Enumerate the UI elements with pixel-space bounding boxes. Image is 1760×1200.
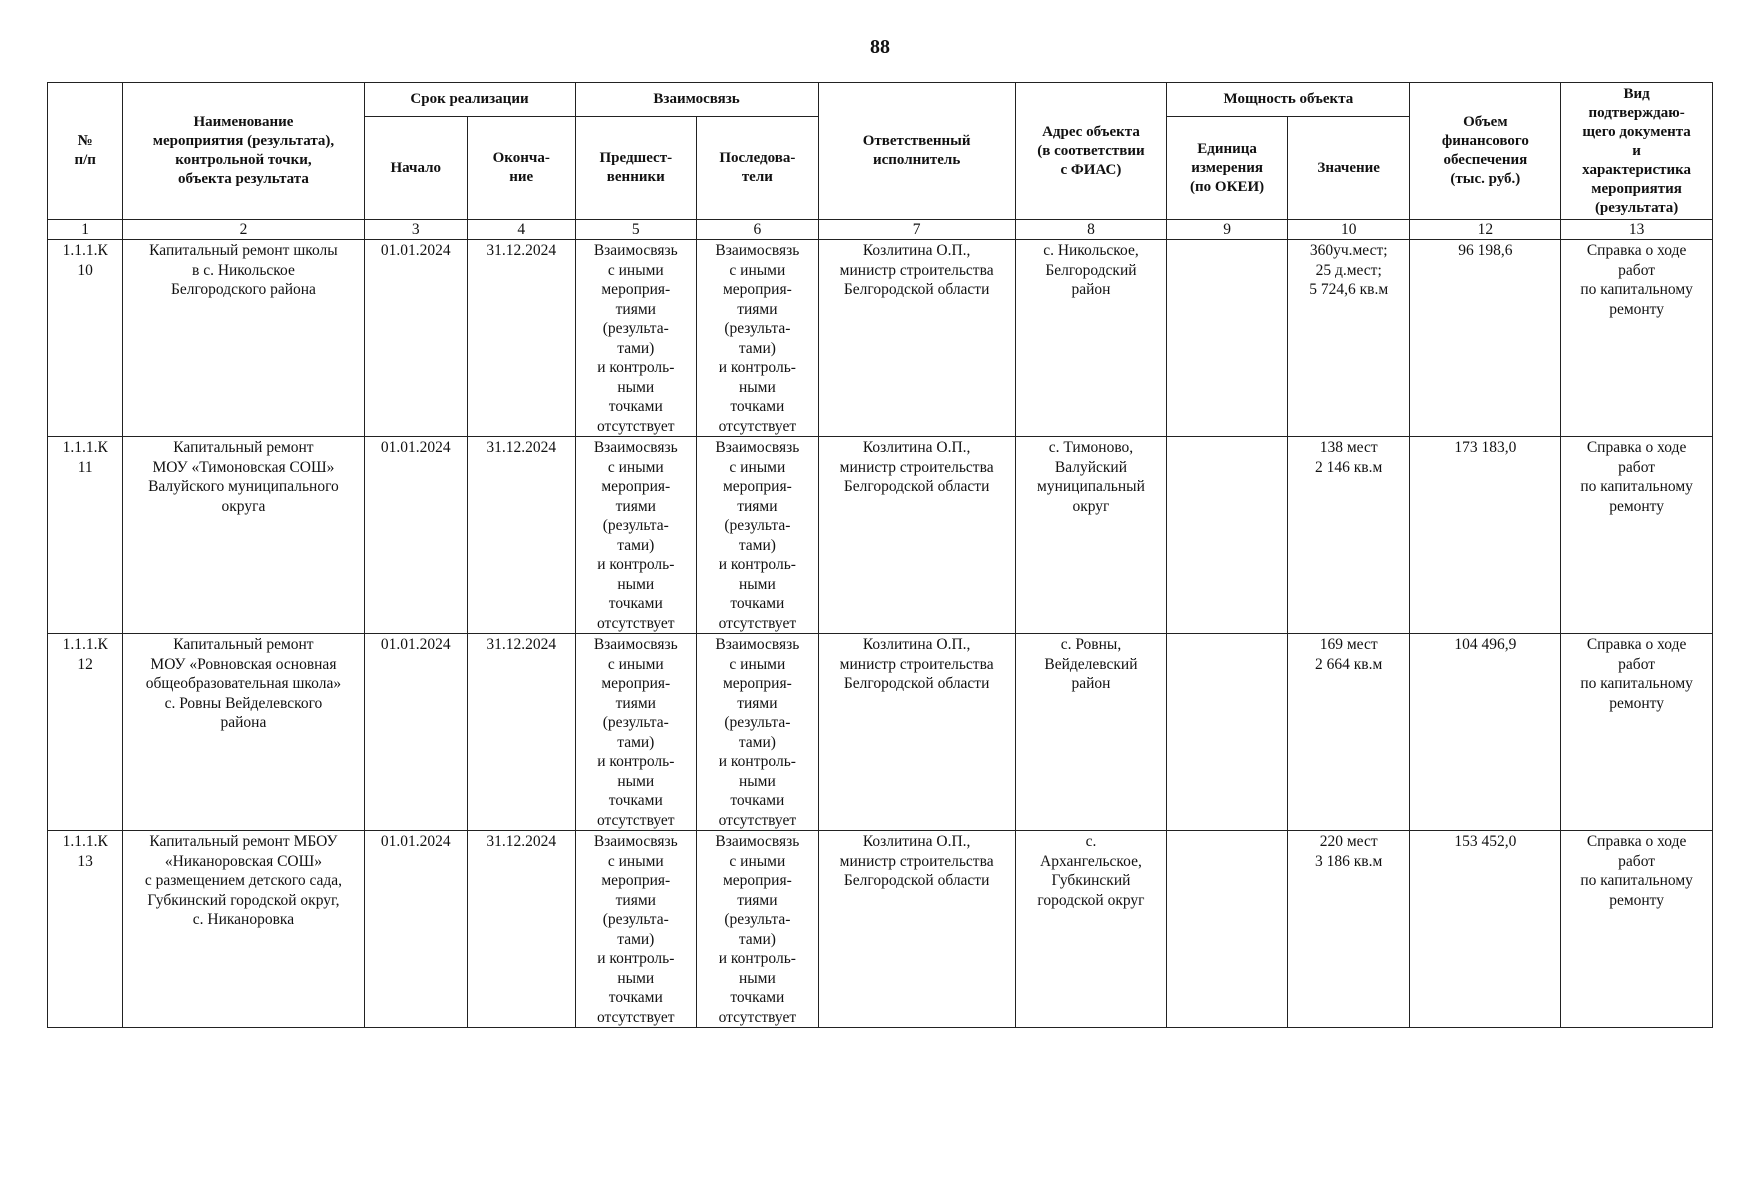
header-end: Оконча- ние <box>468 117 576 220</box>
row-end-date: 31.12.2024 <box>468 437 576 634</box>
row-responsible: Козлитина О.П., министр строительства Белгородской области <box>818 634 1015 831</box>
row-responsible: Козлитина О.П., министр строительства Белгородской области <box>818 831 1015 1028</box>
row-doc: Справка о ходе работ по капитальному ремонту <box>1561 240 1713 437</box>
row-predecessors: Взаимосвязь с иными мероприя- тиями (результа- тами) и контроль- ными точками отсутствует <box>575 240 697 437</box>
header-relation: Взаимосвязь <box>575 83 818 117</box>
header-doc-type: Вид подтверждаю- щего документа и характеристика мероприятия (результата) <box>1561 83 1713 220</box>
column-number: 8 <box>1015 220 1167 240</box>
header-name: Наименование мероприятия (результата), контрольной точки, объекта результата <box>123 83 364 220</box>
header-period: Срок реализации <box>364 83 575 117</box>
row-funding: 96 198,6 <box>1410 240 1561 437</box>
row-address: с. Ровны, Вейделевский район <box>1015 634 1167 831</box>
row-start-date: 01.01.2024 <box>364 437 467 634</box>
table-row <box>48 240 1713 437</box>
header-num: № п/п <box>48 83 123 220</box>
header-responsible: Ответственный исполнитель <box>818 83 1015 220</box>
row-responsible: Козлитина О.П., министр строительства Белгородской области <box>818 240 1015 437</box>
column-number: 13 <box>1561 220 1713 240</box>
row-end-date: 31.12.2024 <box>468 240 576 437</box>
header-successors: Последова- тели <box>697 117 819 220</box>
column-number: 2 <box>123 220 364 240</box>
row-id: 1.1.1.К 13 <box>48 831 123 1028</box>
header-start: Начало <box>364 117 467 220</box>
row-id: 1.1.1.К 11 <box>48 437 123 634</box>
header-unit: Единица измерения (по ОКЕИ) <box>1167 117 1288 220</box>
row-predecessors: Взаимосвязь с иными мероприя- тиями (результа- тами) и контроль- ными точками отсутствует <box>575 634 697 831</box>
row-value: 220 мест 3 186 кв.м <box>1287 831 1410 1028</box>
header-row-1 <box>48 83 1713 117</box>
header-predecessors: Предшест- венники <box>575 117 697 220</box>
row-doc: Справка о ходе работ по капитальному ремонту <box>1561 437 1713 634</box>
row-unit <box>1167 831 1288 1028</box>
row-unit <box>1167 240 1288 437</box>
row-funding: 153 452,0 <box>1410 831 1561 1028</box>
row-unit <box>1167 437 1288 634</box>
row-funding: 173 183,0 <box>1410 437 1561 634</box>
header-address: Адрес объекта (в соответствии с ФИАС) <box>1015 83 1167 220</box>
row-end-date: 31.12.2024 <box>468 634 576 831</box>
row-address: с. Тимоново, Валуйский муниципальный округ <box>1015 437 1167 634</box>
row-doc: Справка о ходе работ по капитальному ремонту <box>1561 831 1713 1028</box>
row-doc: Справка о ходе работ по капитальному ремонту <box>1561 634 1713 831</box>
table-row <box>48 831 1713 1028</box>
row-start-date: 01.01.2024 <box>364 634 467 831</box>
column-number: 7 <box>818 220 1015 240</box>
row-predecessors: Взаимосвязь с иными мероприя- тиями (результа- тами) и контроль- ными точками отсутствует <box>575 437 697 634</box>
row-name: Капитальный ремонт школы в с. Никольское Белгородского района <box>123 240 364 437</box>
row-predecessors: Взаимосвязь с иными мероприя- тиями (результа- тами) и контроль- ными точками отсутствует <box>575 831 697 1028</box>
row-start-date: 01.01.2024 <box>364 240 467 437</box>
activities-table <box>47 82 1713 1028</box>
column-number: 5 <box>575 220 697 240</box>
row-name: Капитальный ремонт МОУ «Ровновская основная общеобразовательная школа» с. Ровны Вейделевского района <box>123 634 364 831</box>
column-number: 3 <box>364 220 467 240</box>
row-id: 1.1.1.К 10 <box>48 240 123 437</box>
header-capacity: Мощность объекта <box>1167 83 1410 117</box>
column-number: 9 <box>1167 220 1288 240</box>
row-id: 1.1.1.К 12 <box>48 634 123 831</box>
row-successors: Взаимосвязь с иными мероприя- тиями (результа- тами) и контроль- ными точками отсутствует <box>697 831 819 1028</box>
column-number: 12 <box>1410 220 1561 240</box>
row-responsible: Козлитина О.П., министр строительства Белгородской области <box>818 437 1015 634</box>
row-address: с. Архангельское, Губкинский городской округ <box>1015 831 1167 1028</box>
row-end-date: 31.12.2024 <box>468 831 576 1028</box>
column-number: 4 <box>468 220 576 240</box>
row-unit <box>1167 634 1288 831</box>
row-value: 169 мест 2 664 кв.м <box>1287 634 1410 831</box>
row-successors: Взаимосвязь с иными мероприя- тиями (результа- тами) и контроль- ными точками отсутствует <box>697 634 819 831</box>
row-value: 138 мест 2 146 кв.м <box>1287 437 1410 634</box>
row-address: с. Никольское, Белгородский район <box>1015 240 1167 437</box>
row-start-date: 01.01.2024 <box>364 831 467 1028</box>
header-value: Значение <box>1287 117 1410 220</box>
table-row <box>48 437 1713 634</box>
column-number: 10 <box>1287 220 1410 240</box>
column-numbers-row <box>48 220 1713 240</box>
row-successors: Взаимосвязь с иными мероприя- тиями (результа- тами) и контроль- ными точками отсутствует <box>697 240 819 437</box>
row-successors: Взаимосвязь с иными мероприя- тиями (результа- тами) и контроль- ными точками отсутствует <box>697 437 819 634</box>
column-number: 1 <box>48 220 123 240</box>
row-name: Капитальный ремонт МБОУ «Никаноровская СОШ» с размещением детского сада, Губкинский городской округ, с. Никаноровка <box>123 831 364 1028</box>
table-row <box>48 634 1713 831</box>
row-value: 360уч.мест; 25 д.мест; 5 724,6 кв.м <box>1287 240 1410 437</box>
page-number: 88 <box>870 36 890 58</box>
row-funding: 104 496,9 <box>1410 634 1561 831</box>
column-number: 6 <box>697 220 819 240</box>
header-funding: Объем финансового обеспечения (тыс. руб.) <box>1410 83 1561 220</box>
row-name: Капитальный ремонт МОУ «Тимоновская СОШ» Валуйского муниципального округа <box>123 437 364 634</box>
